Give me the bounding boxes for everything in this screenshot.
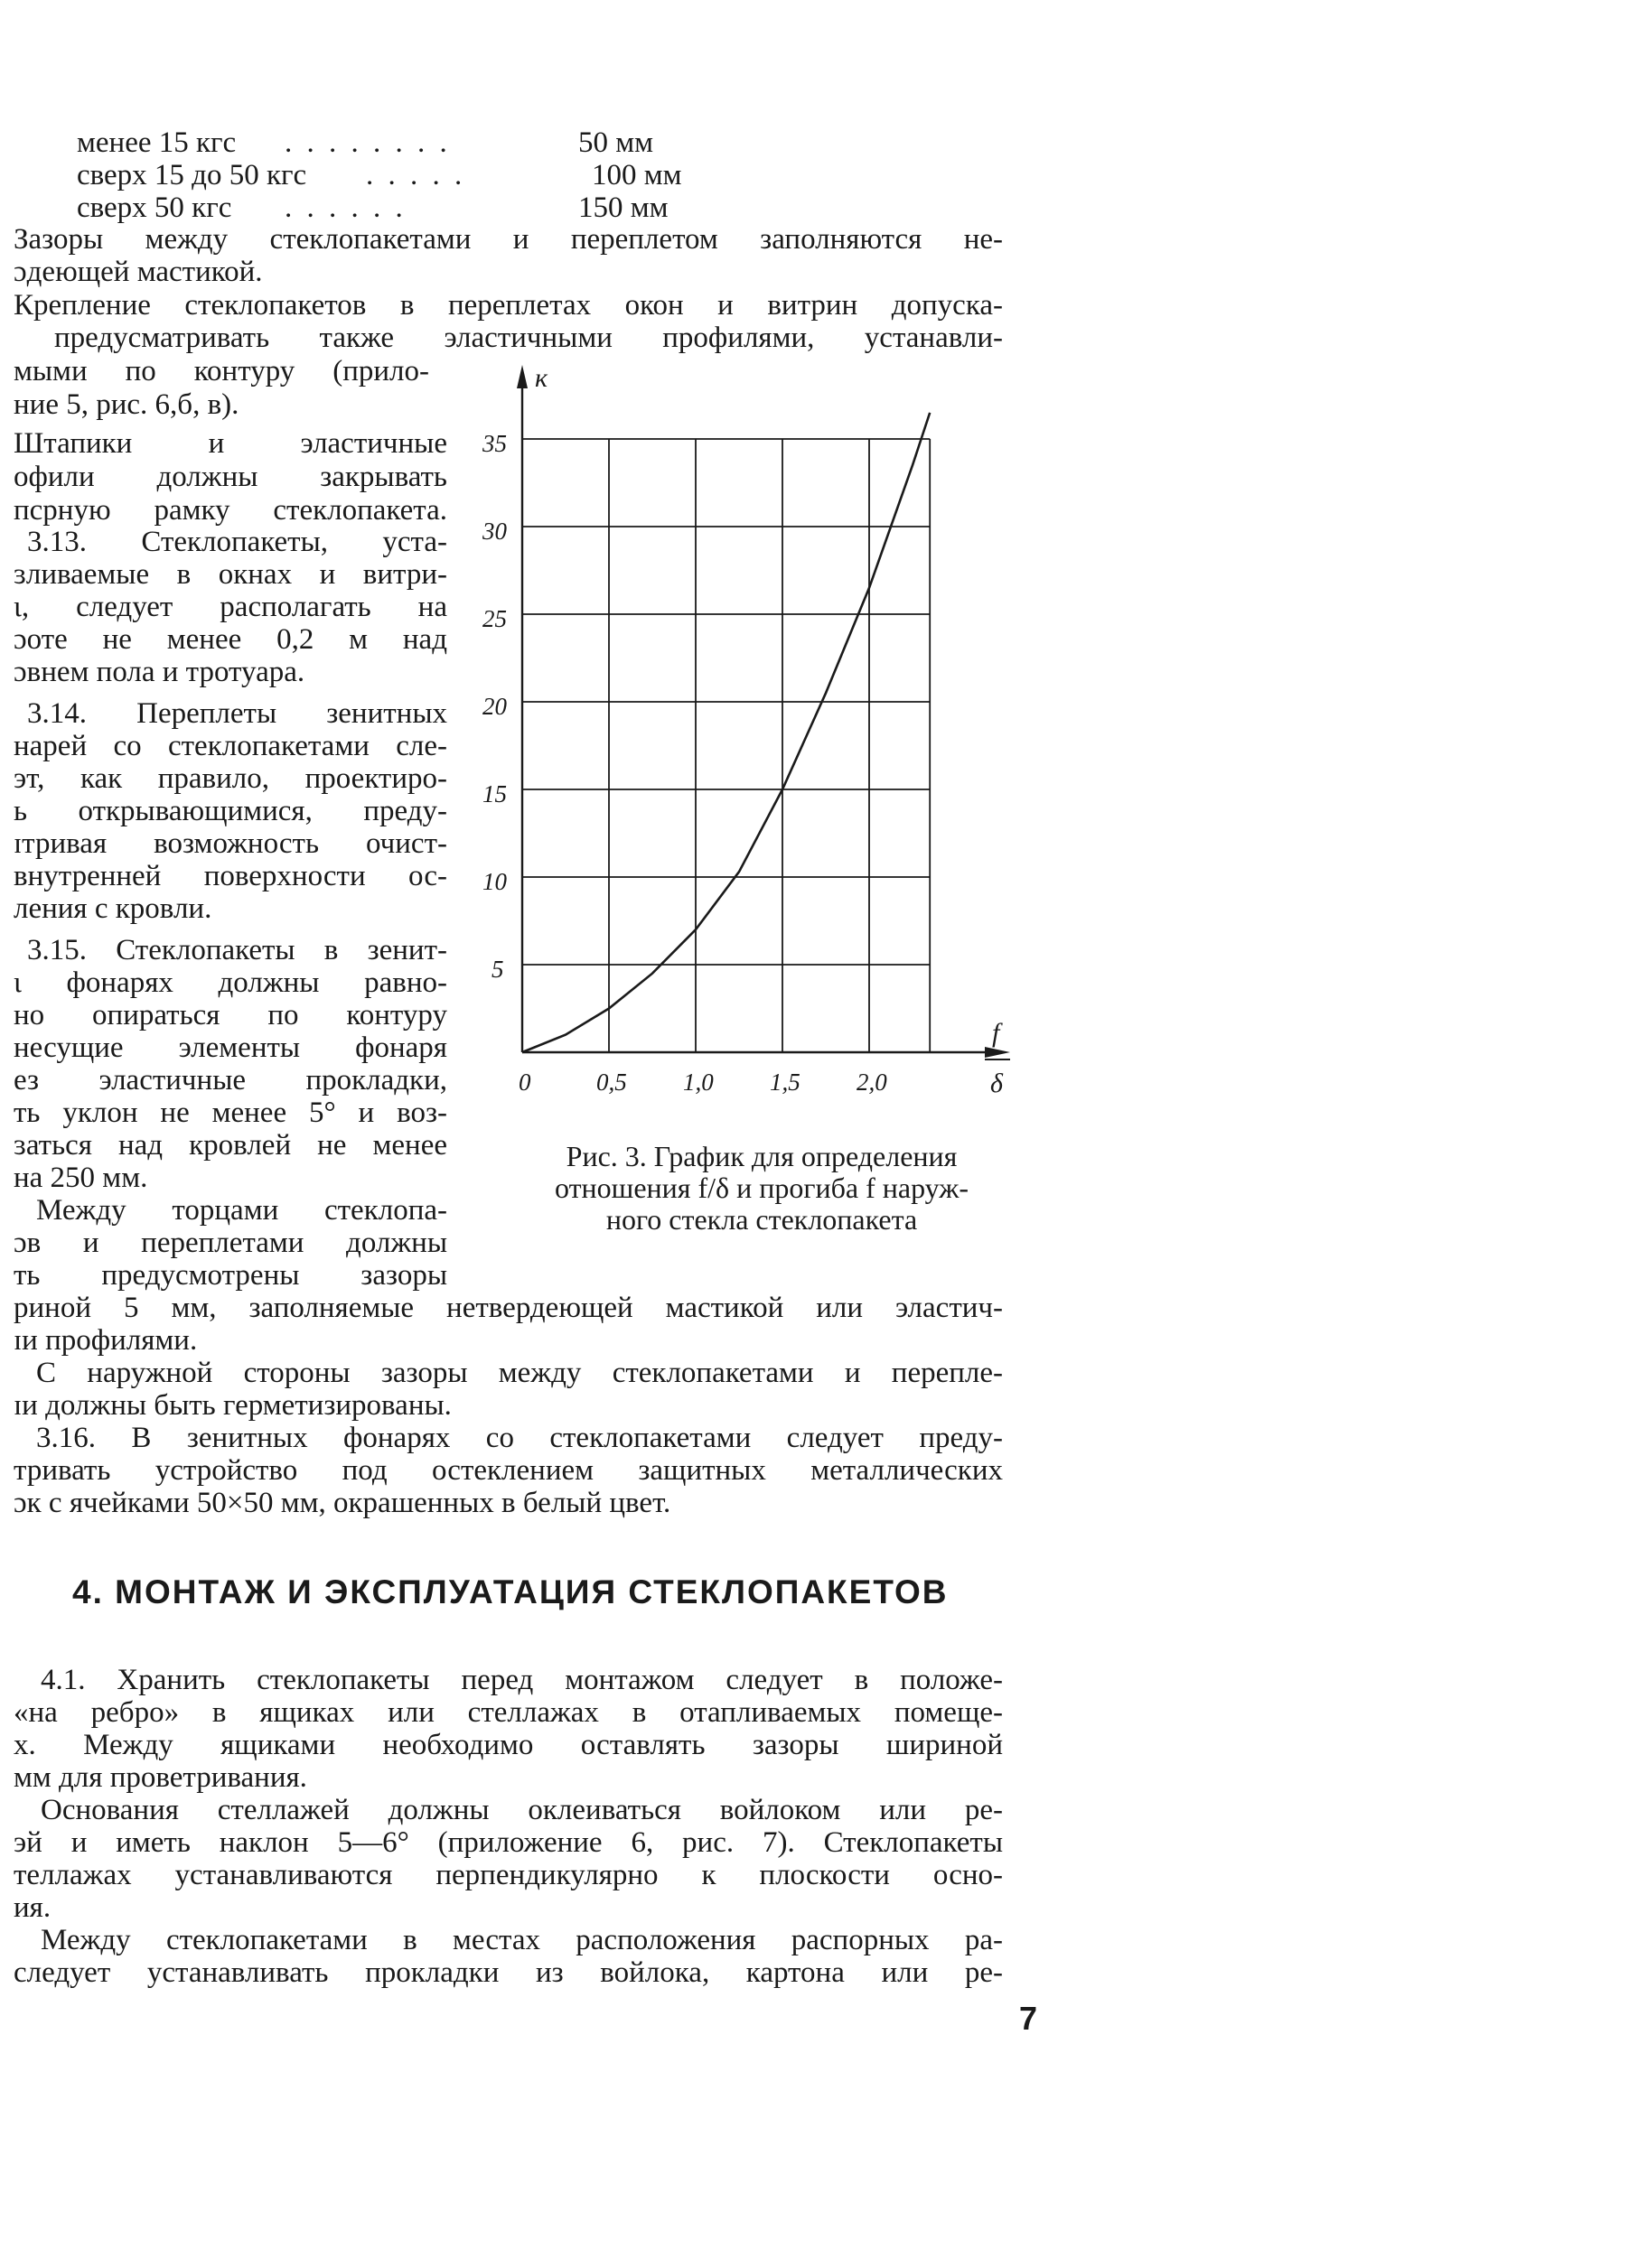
section-heading: 4. МОНТАЖ И ЭКСПЛУАТАЦИЯ СТЕКЛОПАКЕТОВ xyxy=(72,1573,949,1610)
text-line: 3.15. Стеклопакеты в зенит- xyxy=(27,934,447,966)
weight-dots: . . . . . xyxy=(366,159,466,191)
weight-label: менее 15 кгс xyxy=(77,126,237,159)
figure-caption-line: Рис. 3. График для определения xyxy=(566,1140,958,1172)
weight-dots: . . . . . . . . xyxy=(285,126,451,159)
weight-label: сверх 15 до 50 кгс xyxy=(77,159,307,191)
chart-axes xyxy=(517,365,1010,1058)
chart-x-label-denominator: δ xyxy=(990,1069,1003,1098)
text-line: следует устанавливать прокладки из войлока, картона или ре- xyxy=(14,1956,1003,1989)
text-line: офили должны закрывать xyxy=(14,461,447,493)
text-line: ние 5, рис. 6,б, в). xyxy=(14,388,239,421)
text-line: «на ребро» в ящиках или стеллажах в отапливаемых помеще- xyxy=(14,1696,1003,1729)
weight-value: 150 мм xyxy=(578,191,669,224)
chart-ticks xyxy=(482,430,887,1096)
chart-y-tick-label: 15 xyxy=(482,780,507,807)
text-line: ɔк с ячейками 50×50 мм, окрашенных в белый цвет. xyxy=(14,1487,671,1519)
weight-value: 50 мм xyxy=(578,126,654,159)
text-line: ɜаться над кровлей не менее xyxy=(14,1129,447,1162)
text-line: псрную рамку стеклопакета. xyxy=(14,494,447,527)
text-line: ɔв и переплетами должны xyxy=(14,1227,447,1259)
text-line: Основания стеллажей должны оклеиваться войлоком или ре- xyxy=(41,1794,1003,1826)
text-line: ɪи профилями. xyxy=(14,1324,198,1357)
text-line: мыми по контуру (прило- xyxy=(14,355,429,387)
text-line: мм для проветривания. xyxy=(14,1761,307,1794)
deflection-chart xyxy=(470,361,1030,1129)
page-number: 7 xyxy=(1019,2000,1038,2037)
chart-y-tick-label: 20 xyxy=(482,693,507,720)
text-line: 3.13. Стеклопакеты, уста- xyxy=(27,526,447,558)
text-line: ι, следует располагать на xyxy=(14,591,447,623)
text-line: ɪи должны быть герметизированы. xyxy=(14,1389,452,1422)
text-line: тривать устройство под остеклением защитных металлических xyxy=(14,1454,1003,1487)
text-line: ь открывающимися, преду- xyxy=(14,795,447,827)
text-line: эт, как правило, проектиро- xyxy=(14,762,447,795)
text-line: Крепление стеклопакетов в переплетах окон и витрин допуска- xyxy=(14,289,1003,322)
text-line: 3.16. В зенитных фонарях со стеклопакетами следует преду- xyxy=(36,1422,1003,1454)
chart-x-arrow xyxy=(985,1047,1010,1058)
chart-x-tick-label: 0 xyxy=(519,1069,531,1096)
chart-y-arrow xyxy=(517,365,528,388)
chart-x-tick-label: 2,0 xyxy=(857,1069,887,1096)
text-line: 3.14. Переплеты зенитных xyxy=(27,697,447,730)
chart-y-tick-label: 5 xyxy=(492,956,504,983)
text-line: Штапики и эластичные xyxy=(14,427,447,460)
text-line: на 250 мм. xyxy=(14,1162,148,1194)
text-line: ɔвнем пола и тротуара. xyxy=(14,656,305,688)
text-line: но опираться по контуру xyxy=(14,999,447,1031)
chart-y-tick-label: 35 xyxy=(482,430,507,457)
text-line: ия. xyxy=(14,1891,51,1924)
text-line: ɜливаемые в окнах и витри- xyxy=(14,558,447,591)
chart-x-tick-label: 1,0 xyxy=(683,1069,714,1096)
text-line: ι фонарях должны равно- xyxy=(14,966,447,999)
chart-y-tick-label: 25 xyxy=(482,605,507,632)
text-line: нарей со стеклопакетами сле- xyxy=(14,730,447,762)
text-line: С наружной стороны зазоры между стеклопакетами и перепле- xyxy=(36,1357,1003,1389)
text-line: теллажах устанавливаются перпендикулярно к плоскости осно- xyxy=(14,1859,1003,1891)
text-line: ез эластичные прокладки, xyxy=(14,1064,447,1097)
weight-row xyxy=(77,191,669,224)
chart-y-tick-label: 10 xyxy=(482,868,507,895)
text-line: Зазоры между стеклопакетами и переплетом заполняются не- xyxy=(14,223,1003,256)
text-line: риной 5 мм, заполняемые нетвердеющей мастикой или эластич- xyxy=(14,1292,1003,1324)
chart-y-tick-label: 30 xyxy=(482,518,507,545)
text-line: ть уклон не менее 5° и воз- xyxy=(14,1097,447,1129)
text-line: внутренней поверхности ос- xyxy=(14,860,447,892)
text-line: 4.1. Хранить стеклопакеты перед монтажом следует в положе- xyxy=(41,1664,1003,1696)
text-line: Между торцами стеклопа- xyxy=(36,1194,447,1227)
chart-y-label: к xyxy=(535,363,548,393)
figure-caption-line: отношения f/δ и прогиба f наруж- xyxy=(554,1171,969,1204)
chart-x-tick-label: 1,5 xyxy=(770,1069,800,1096)
text-line: эй и иметь наклон 5—6° (приложение 6, рис. 7). Стеклопакеты xyxy=(14,1826,1003,1859)
chart-grid xyxy=(522,439,930,1052)
figure-caption-line: ного стекла стеклопакета xyxy=(605,1203,918,1236)
text-line: Между стеклопакетами в местах расположения распорных ра- xyxy=(41,1924,1003,1956)
weight-row xyxy=(77,159,682,191)
text-line: ления с кровли. xyxy=(14,892,212,925)
text-line: предусматривать также эластичными профилями, устанавли- xyxy=(54,322,1003,354)
chart-x-label-numerator: f xyxy=(992,1018,1000,1048)
text-line: ɔоте не менее 0,2 м над xyxy=(14,623,447,656)
weight-value: 100 мм xyxy=(592,159,682,191)
chart-x-tick-label: 0,5 xyxy=(596,1069,627,1096)
weight-dots: . . . . . . xyxy=(285,191,407,224)
weight-row xyxy=(77,126,654,159)
text-line: ɪтривая возможность очист- xyxy=(14,827,447,860)
text-line: ɔдеющей мастикой. xyxy=(14,256,263,288)
weight-label: сверх 50 кгс xyxy=(77,191,232,224)
text-line: ть предусмотрены зазоры xyxy=(14,1259,447,1292)
text-line: х. Между ящиками необходимо оставлять зазоры шириной xyxy=(14,1729,1003,1761)
text-line: несущие элементы фонаря xyxy=(14,1031,447,1064)
